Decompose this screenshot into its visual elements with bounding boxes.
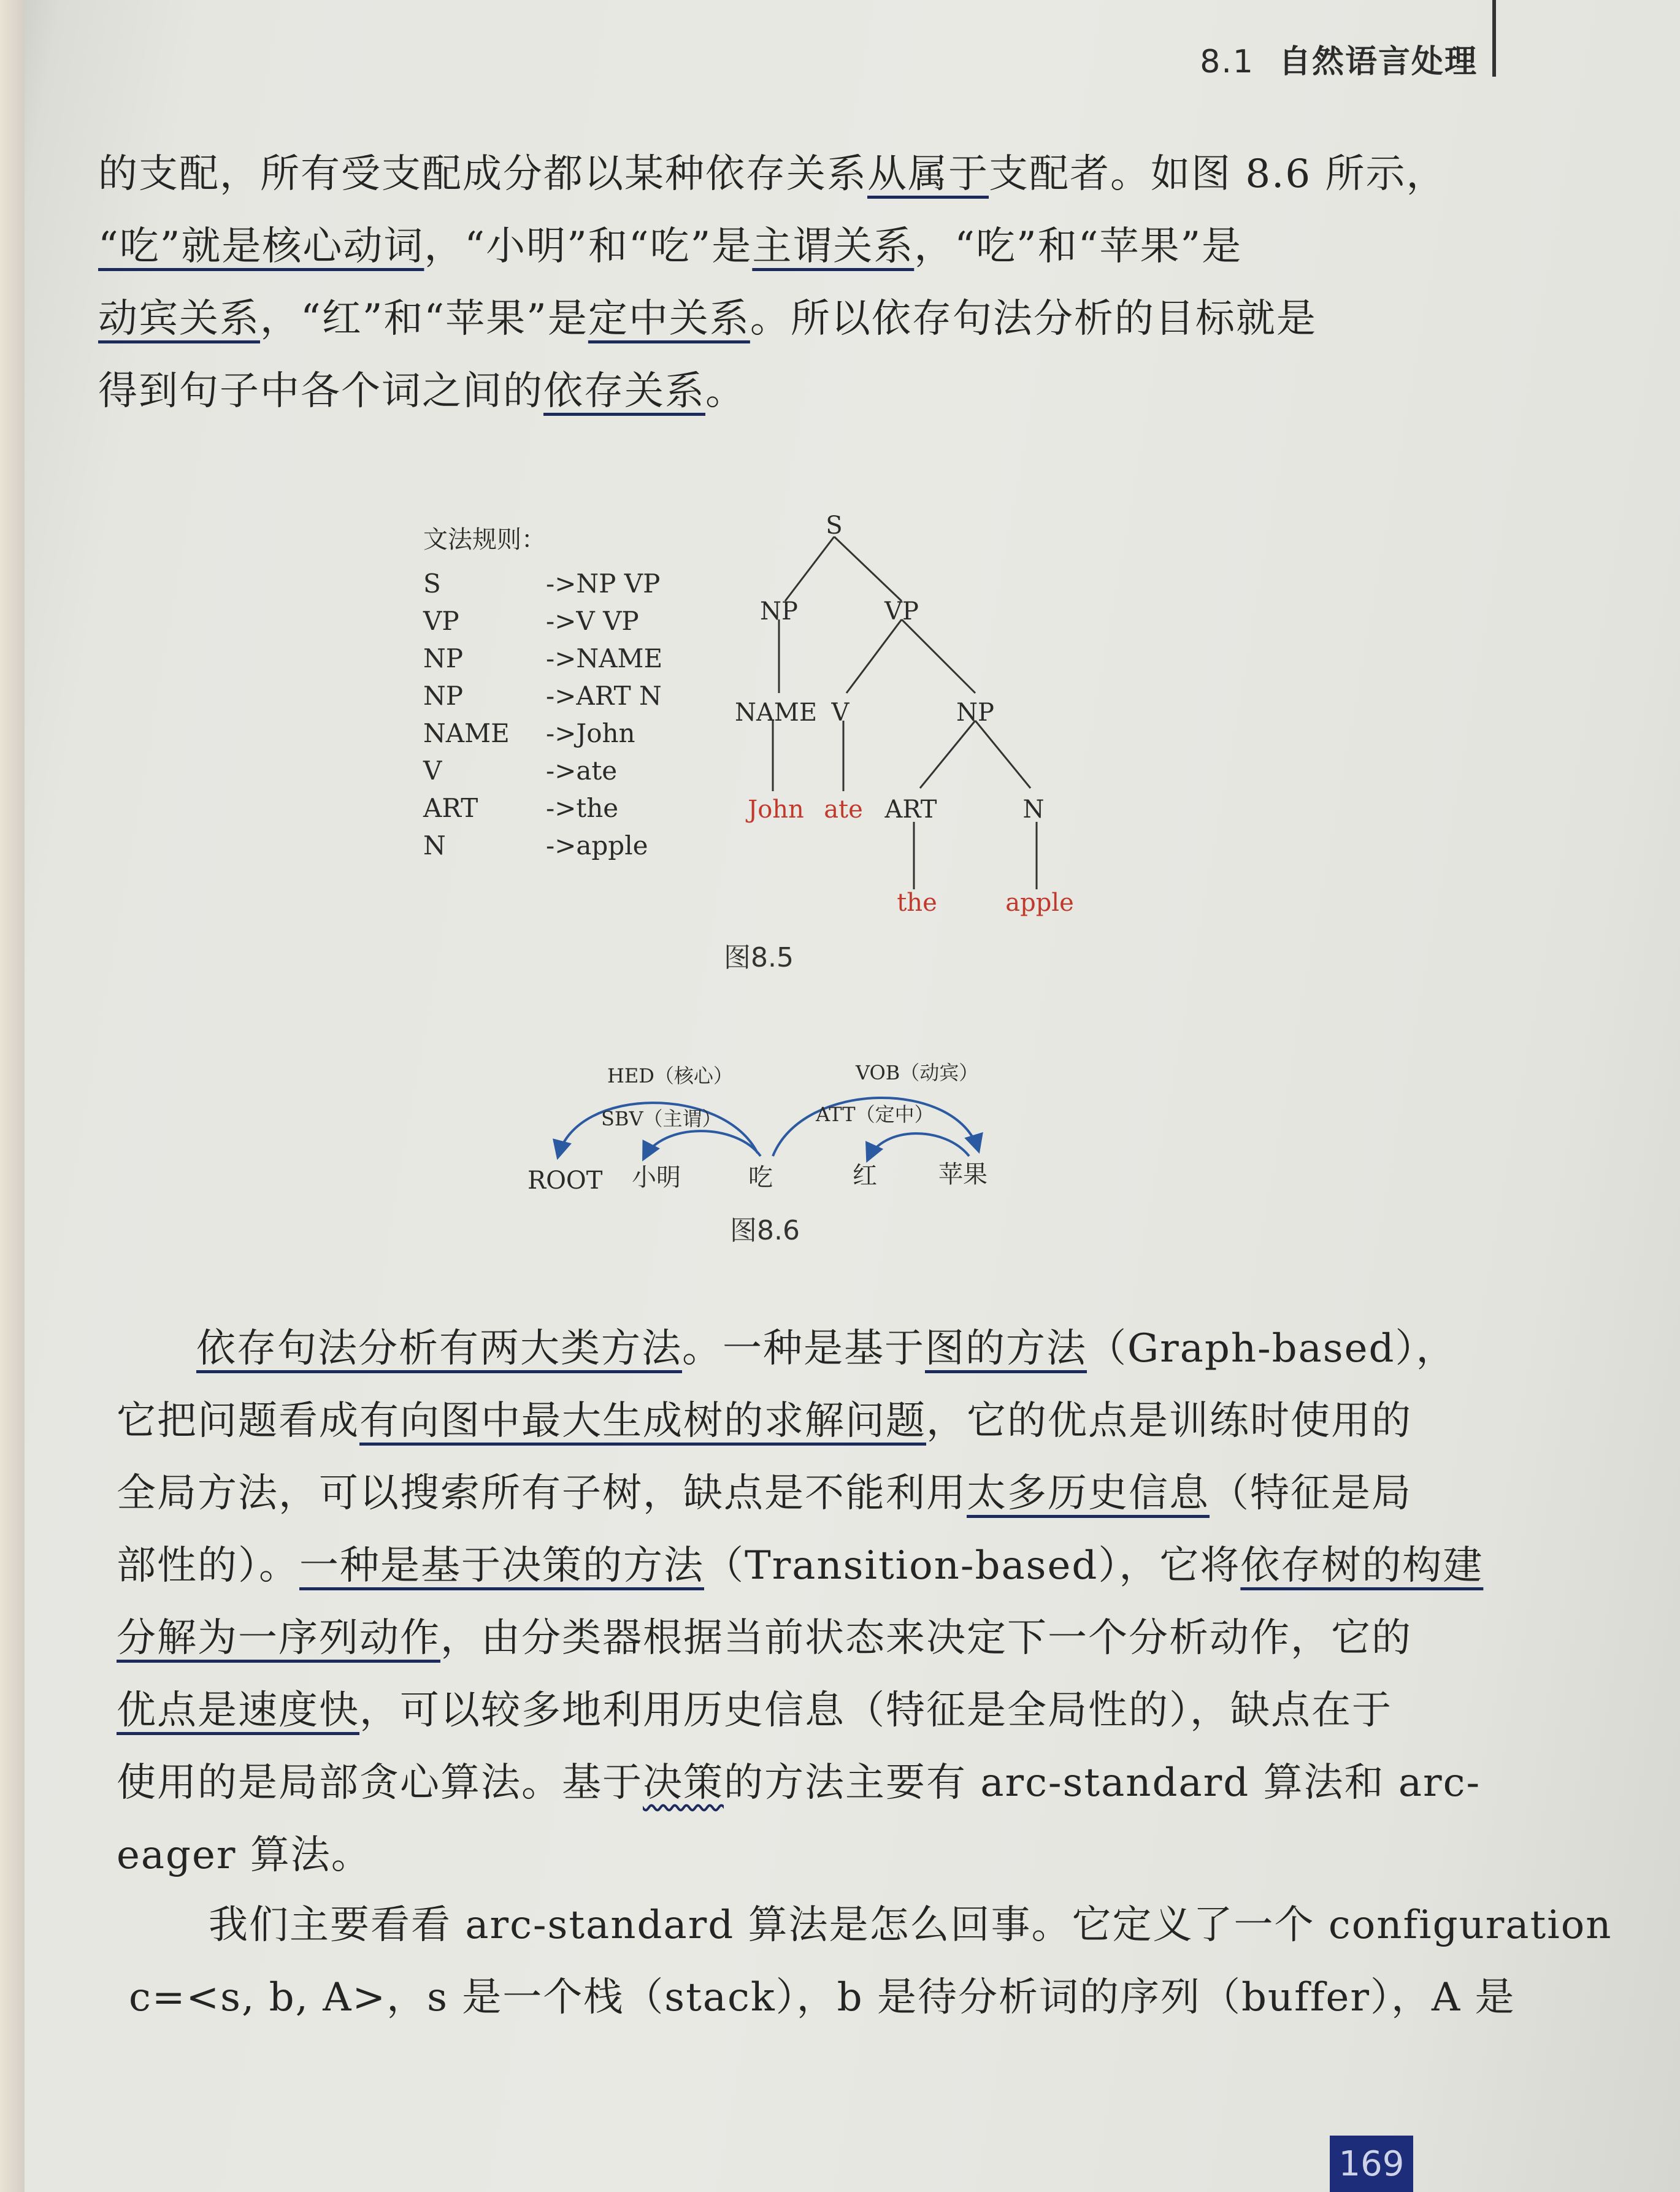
text-line: c=<s, b, A>，s 是一个栈（stack），b 是待分析词的序列（buffer），A 是 [129,1975,1516,2020]
rule-row: S ->NP VP [423,569,661,599]
text-line: 使用的是局部贪心算法。基于决策的方法主要有 arc-standard 算法和 arc- [117,1760,1481,1806]
text-line: 依存句法分析有两大类方法。一种是基于图的方法（Graph-based）， [196,1326,1457,1371]
leaf-apple: apple [1005,889,1074,917]
rule-row: NP ->NAME [423,643,663,673]
node-NAME: NAME [734,699,818,727]
text-line: 动宾关系，“红”和“苹果”是定中关系。所以依存句法分析的目标就是 [98,296,1317,342]
text-line: 我们主要看看 arc-standard 算法是怎么回事。它定义了一个 configuration [209,1903,1613,1948]
text-line: 的支配，所有受支配成分都以某种依存关系从属于支配者。如图 8.6 所示， [98,151,1447,197]
node-ART: ART [884,795,937,824]
paragraph-3 [129,1889,1613,2034]
text-line: “吃”就是核心动词，“小明”和“吃”是主谓关系，“吃”和“苹果”是 [98,224,1243,269]
leaf-the: the [897,889,937,917]
arc-label-sbv: SBV（主谓） [601,1107,722,1130]
rule-row: VP ->V VP [423,606,639,636]
arc-label-vob: VOB（动宾） [856,1061,979,1084]
arc-label-att: ATT（定中） [816,1103,934,1126]
text-line: 全局方法，可以搜索所有子树，缺点是不能利用太多历史信息（特征是局 [117,1471,1412,1516]
text-line: 它把问题看成有向图中最大生成树的求解问题，它的优点是训练时使用的 [117,1398,1412,1444]
leaf-ate: ate [824,795,863,824]
word-xiaoming: 小明 [632,1163,681,1192]
rules-title: 文法规则： [423,526,546,554]
dependency-diagram [515,1055,1067,1196]
node-NP: NP [956,699,994,727]
text-line: 部性的）。一种是基于决策的方法（Transition-based），它将依存树的构建 [117,1543,1484,1588]
section-title: 自然语言处理 [1278,44,1478,80]
rule-row: NAME ->John [423,718,635,748]
word-pingguo: 苹果 [938,1160,988,1189]
rule-row: NP ->ART N [423,681,662,711]
node-N: N [1022,795,1045,824]
text-line: 分解为一序列动作，由分类器根据当前状态来决定下一个分析动作，它的 [117,1615,1412,1661]
paragraph-1 [98,138,1446,427]
node-VP: VP [884,597,919,626]
word-root: ROOT [527,1167,603,1195]
text-line: 得到句子中各个词之间的依存关系。 [98,369,746,414]
node-V: V [831,699,850,727]
section-number: 8.1 [1200,44,1254,80]
text-line: eager 算法。 [117,1833,372,1878]
word-chi: 吃 [748,1163,773,1192]
rule-row: N ->apple [423,830,648,860]
word-hong: 红 [853,1162,877,1190]
figure-caption-8-6: 图8.6 [730,1215,800,1246]
paragraph-2 [117,1313,1483,1891]
text-line: 优点是速度快，可以较多地利用历史信息（特征是全局性的），缺点在于 [117,1688,1392,1733]
page-edge [0,0,25,2192]
parse-tree [724,509,1092,926]
rule-row: ART ->the [423,793,619,823]
grammar-rules [423,521,662,864]
arc-label-hed: HED（核心） [607,1064,733,1087]
page-number: 169 [1330,2136,1413,2192]
node-NP: NP [760,597,798,626]
figure-caption-8-5: 图8.5 [724,942,794,973]
node-S: S [826,512,843,540]
header-bar [1492,0,1496,77]
rule-row: V ->ate [423,756,618,786]
leaf-john: John [748,795,804,824]
running-header [1200,36,1478,82]
